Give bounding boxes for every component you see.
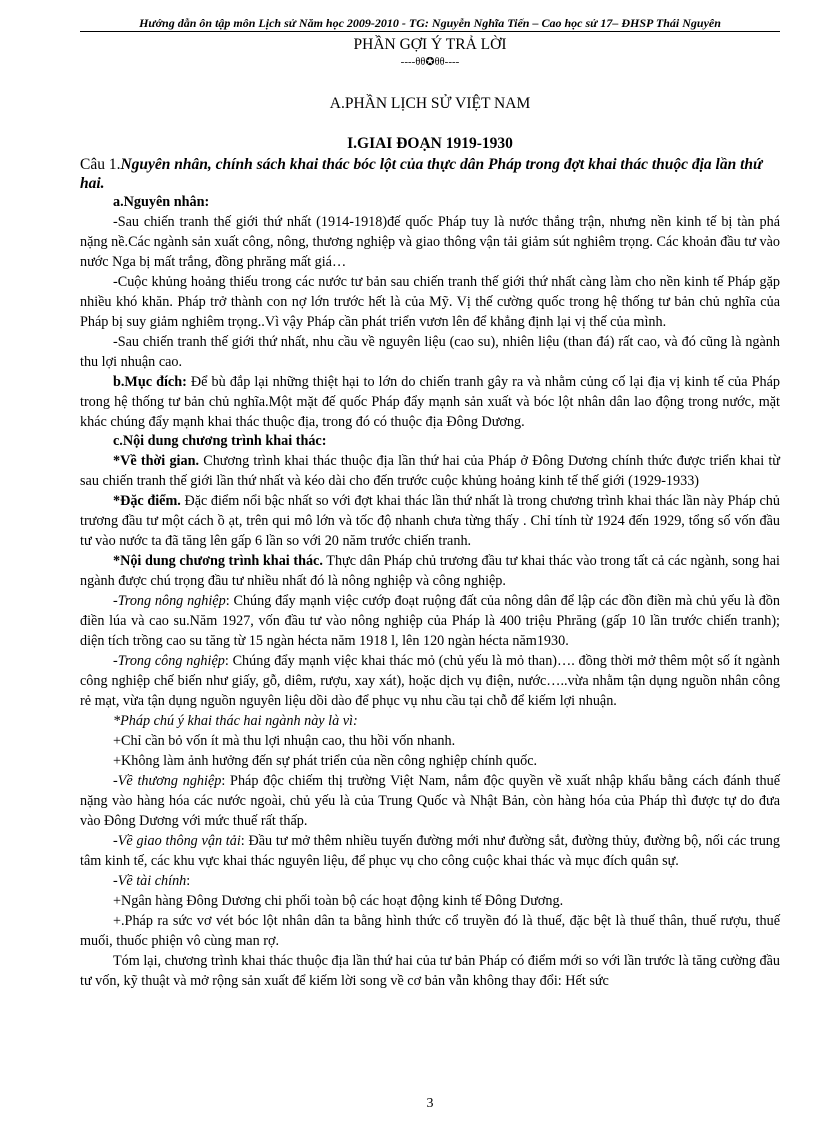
question-text: Nguyên nhân, chính sách khai thác bóc lột của thực dân Pháp trong đợt khai thác thuộc địa lần thứ hai. xyxy=(80,156,763,192)
text-finance-colon: : xyxy=(186,873,191,889)
page-title: PHẦN GỢI Ý TRẢ LỜI xyxy=(353,36,507,53)
text-features: Đặc điểm nổi bậc nhất so với đợt khai thác lần thứ nhất là trong chương trình khai thác lần này Pháp chủ trương đầu tư một cách ồ ạt, trên qui mô lớn và tốc độ nhanh chưa từng thấy . Chỉ tính từ 1924 đến 1929, tổng số vốn đầu tư vào nước ta đã tăng lên gấp 6 lần so với 20 năm trước chiến tranh. xyxy=(80,493,780,549)
question-number: Câu 1. xyxy=(80,156,121,173)
ornament-divider: ----ᦲᦲ✪ᦲᦲ---- xyxy=(400,56,460,68)
running-header: Hướng dẫn ôn tập môn Lịch sử Năm học 2009-2010 - TG: Nguyễn Nghĩa Tiến – Cao học sử 17– ĐHSP Thái Nguyên xyxy=(80,16,780,32)
paragraph-content xyxy=(80,551,780,591)
paragraph-finance xyxy=(80,871,780,891)
paragraph-a2: -Cuộc khủng hoảng thiếu trong các nước tư bản sau chiến tranh thế giới thứ nhất càng làm cho nền kinh tế Pháp gặp nhiều khó khăn. Pháp trở thành con nợ lớn trước hết là của Mỹ. Vị thế cường quốc trong hệ thống tư bản chủ nghĩa của Pháp bị suy giảm nghiêm trọng..Vì vậy Pháp cần phát triển vươn lên để khẳng định lại vị thế của mình. xyxy=(80,274,780,330)
text-transport: : Đầu tư mở thêm nhiều tuyến đường mới như đường sắt, đường thủy, đường bộ, nối các trung tâm kinh tế, các khu vực khai thác nguyên liệu, để phục vụ cho công cuộc khai thác và mục đích quân sự. xyxy=(80,833,780,869)
label-finance: -Về tài chính xyxy=(113,873,187,889)
section-heading-1: I.GIAI ĐOẠN 1919-1930 xyxy=(347,135,513,152)
paragraph-b xyxy=(80,372,780,432)
document-page xyxy=(80,16,780,1116)
paragraph-why xyxy=(80,711,780,731)
subheading-a: a.Nguyên nhân: xyxy=(113,194,210,210)
label-transport: -Về giao thông vận tải xyxy=(113,833,241,849)
paragraph-summary: Tóm lại, chương trình khai thác thuộc địa lần thứ hai của tư bản Pháp có điểm mới so với lần trước là tăng cường đầu tư vốn, kỹ thuật và mở rộng sản xuất để kiếm lời song về cơ bản vẫn không thay đổi: Hết sức xyxy=(80,953,780,989)
paragraph-why-1: +Chỉ cần bỏ vốn ít mà thu lợi nhuận cao, thu hồi vốn nhanh. xyxy=(113,733,456,749)
label-content: *Nội dung chương trình khai thác. xyxy=(113,553,323,569)
label-why: *Pháp chú ý khai thác hai ngành này là vì: xyxy=(113,713,358,729)
paragraph-why-2: +Không làm ảnh hưởng đến sự phát triển của nền công nghiệp chính quốc. xyxy=(113,753,538,769)
label-agriculture: -Trong nông nghiệp xyxy=(113,593,226,609)
paragraph-time xyxy=(80,451,780,491)
paragraph-transport xyxy=(80,831,780,871)
paragraph-finance-1: +Ngân hàng Đông Dương chi phối toàn bộ các hoạt động kinh tế Đông Dương. xyxy=(113,893,564,909)
label-industry: -Trong công nghiệp xyxy=(113,653,225,669)
paragraph-agriculture xyxy=(80,591,780,651)
paragraph-a3: -Sau chiến tranh thế giới thứ nhất, nhu cầu về nguyên liệu (cao su), nhiên liệu (than đá) rất cao, và đó cũng là ngành thu lợi nhuận cao. xyxy=(80,334,780,370)
text-content: Thực dân Pháp chủ trương đầu tư khai thác vào trong tất cả các ngành, song hai ngành được chú trọng đầu tư nhiều nhất đó là nông nghiệp và công nghiệp. xyxy=(80,553,780,589)
label-time: *Về thời gian. xyxy=(113,453,200,469)
page-number: 3 xyxy=(426,1096,434,1111)
paragraph-finance-2: +.Pháp ra sức vơ vét bóc lột nhân dân ta bằng hình thức cổ truyền đó là thuế, đặc bệt là thuế thân, thuế rượu, thuế muối, thuốc phiện vô cùng man rợ. xyxy=(80,913,780,949)
label-trade: -Về thương nghiệp xyxy=(113,773,222,789)
paragraph-a1: -Sau chiến tranh thế giới thứ nhất (1914-1918)đế quốc Pháp tuy là nước thắng trận, nhưng nền kinh tế bị tàn phá nặng nề.Các ngành sản xuất công, nông, thương nghiệp và giao thông vận tải giảm sút nghiêm trọng. Các khoản đầu tư vào nước Nga bị mất trắng, đồng phrăng mất giá… xyxy=(80,214,780,270)
paragraph-features xyxy=(80,491,780,551)
paragraph-industry xyxy=(80,651,780,711)
text-b: Để bù đắp lại những thiệt hại to lớn do chiến tranh gây ra và nhằm củng cố lại địa vị kinh tế của Pháp trong hệ thống tư bản chủ nghĩa.Một mặt đế quốc Pháp đẩy mạnh sản xuất và bóc lột nhân dân lao động trong nước, mặt khác chúng đẩy mạnh khai thác thuộc địa, trong đó có thuộc địa Đông Dương. xyxy=(80,374,780,430)
text-industry: : Chúng đẩy mạnh việc khai thác mỏ (chủ yếu là mỏ than)…. đồng thời mở thêm một số ít ngành công nghiệp chế biến như giấy, gỗ, diêm, rượu, xay xát), hoặc dịch vụ điện, nước…..vừa nhằm tận dụng nguồn nhân công rẻ mạt, vừa tận dụng nguồn nguyên liệu dồi dào để phục vụ nhu cầu tại chỗ để kiếm lợi nhuận. xyxy=(80,653,780,709)
text-time: Chương trình khai thác thuộc địa lần thứ hai của Pháp ở Đông Dương chính thức được triển khai từ sau chiến tranh thế giới lần thứ nhất và kéo dài cho đến trước cuộc khủng hoảng kinh tế thế giới (1929-1933) xyxy=(80,453,780,489)
question-1 xyxy=(80,155,780,193)
label-features: *Đặc điểm. xyxy=(113,493,181,509)
section-heading-a: A.PHẦN LỊCH SỬ VIỆT NAM xyxy=(329,95,531,112)
subheading-c: c.Nội dung chương trình khai thác: xyxy=(113,433,327,449)
text-trade: : Pháp độc chiếm thị trường Việt Nam, nắm độc quyền về xuất nhập khẩu bằng cách đánh thuế nặng vào hàng hóa các nước ngoài, chủ yếu là của Trung Quốc và Nhật Bản, còn hàng hóa của Pháp thì được tự do đưa vào Đông Dương với mức thuế rất thấp. xyxy=(80,773,781,829)
paragraph-trade xyxy=(80,771,780,831)
text-agriculture: : Chúng đẩy mạnh việc cướp đoạt ruộng đất của nông dân để lập các đồn điền mà chủ yếu là đồn điền lúa và cao su.Năm 1927, vốn đầu tư vào nông nghiệp của Pháp là 400 triệu Phrăng (gấp 10 lần trước chiến tranh); diện tích trồng cao su tăng từ 15 ngàn hécta năm 1918 l, lên 120 ngàn hécta năm1930. xyxy=(80,593,780,649)
label-b: b.Mục đích: xyxy=(113,374,187,390)
